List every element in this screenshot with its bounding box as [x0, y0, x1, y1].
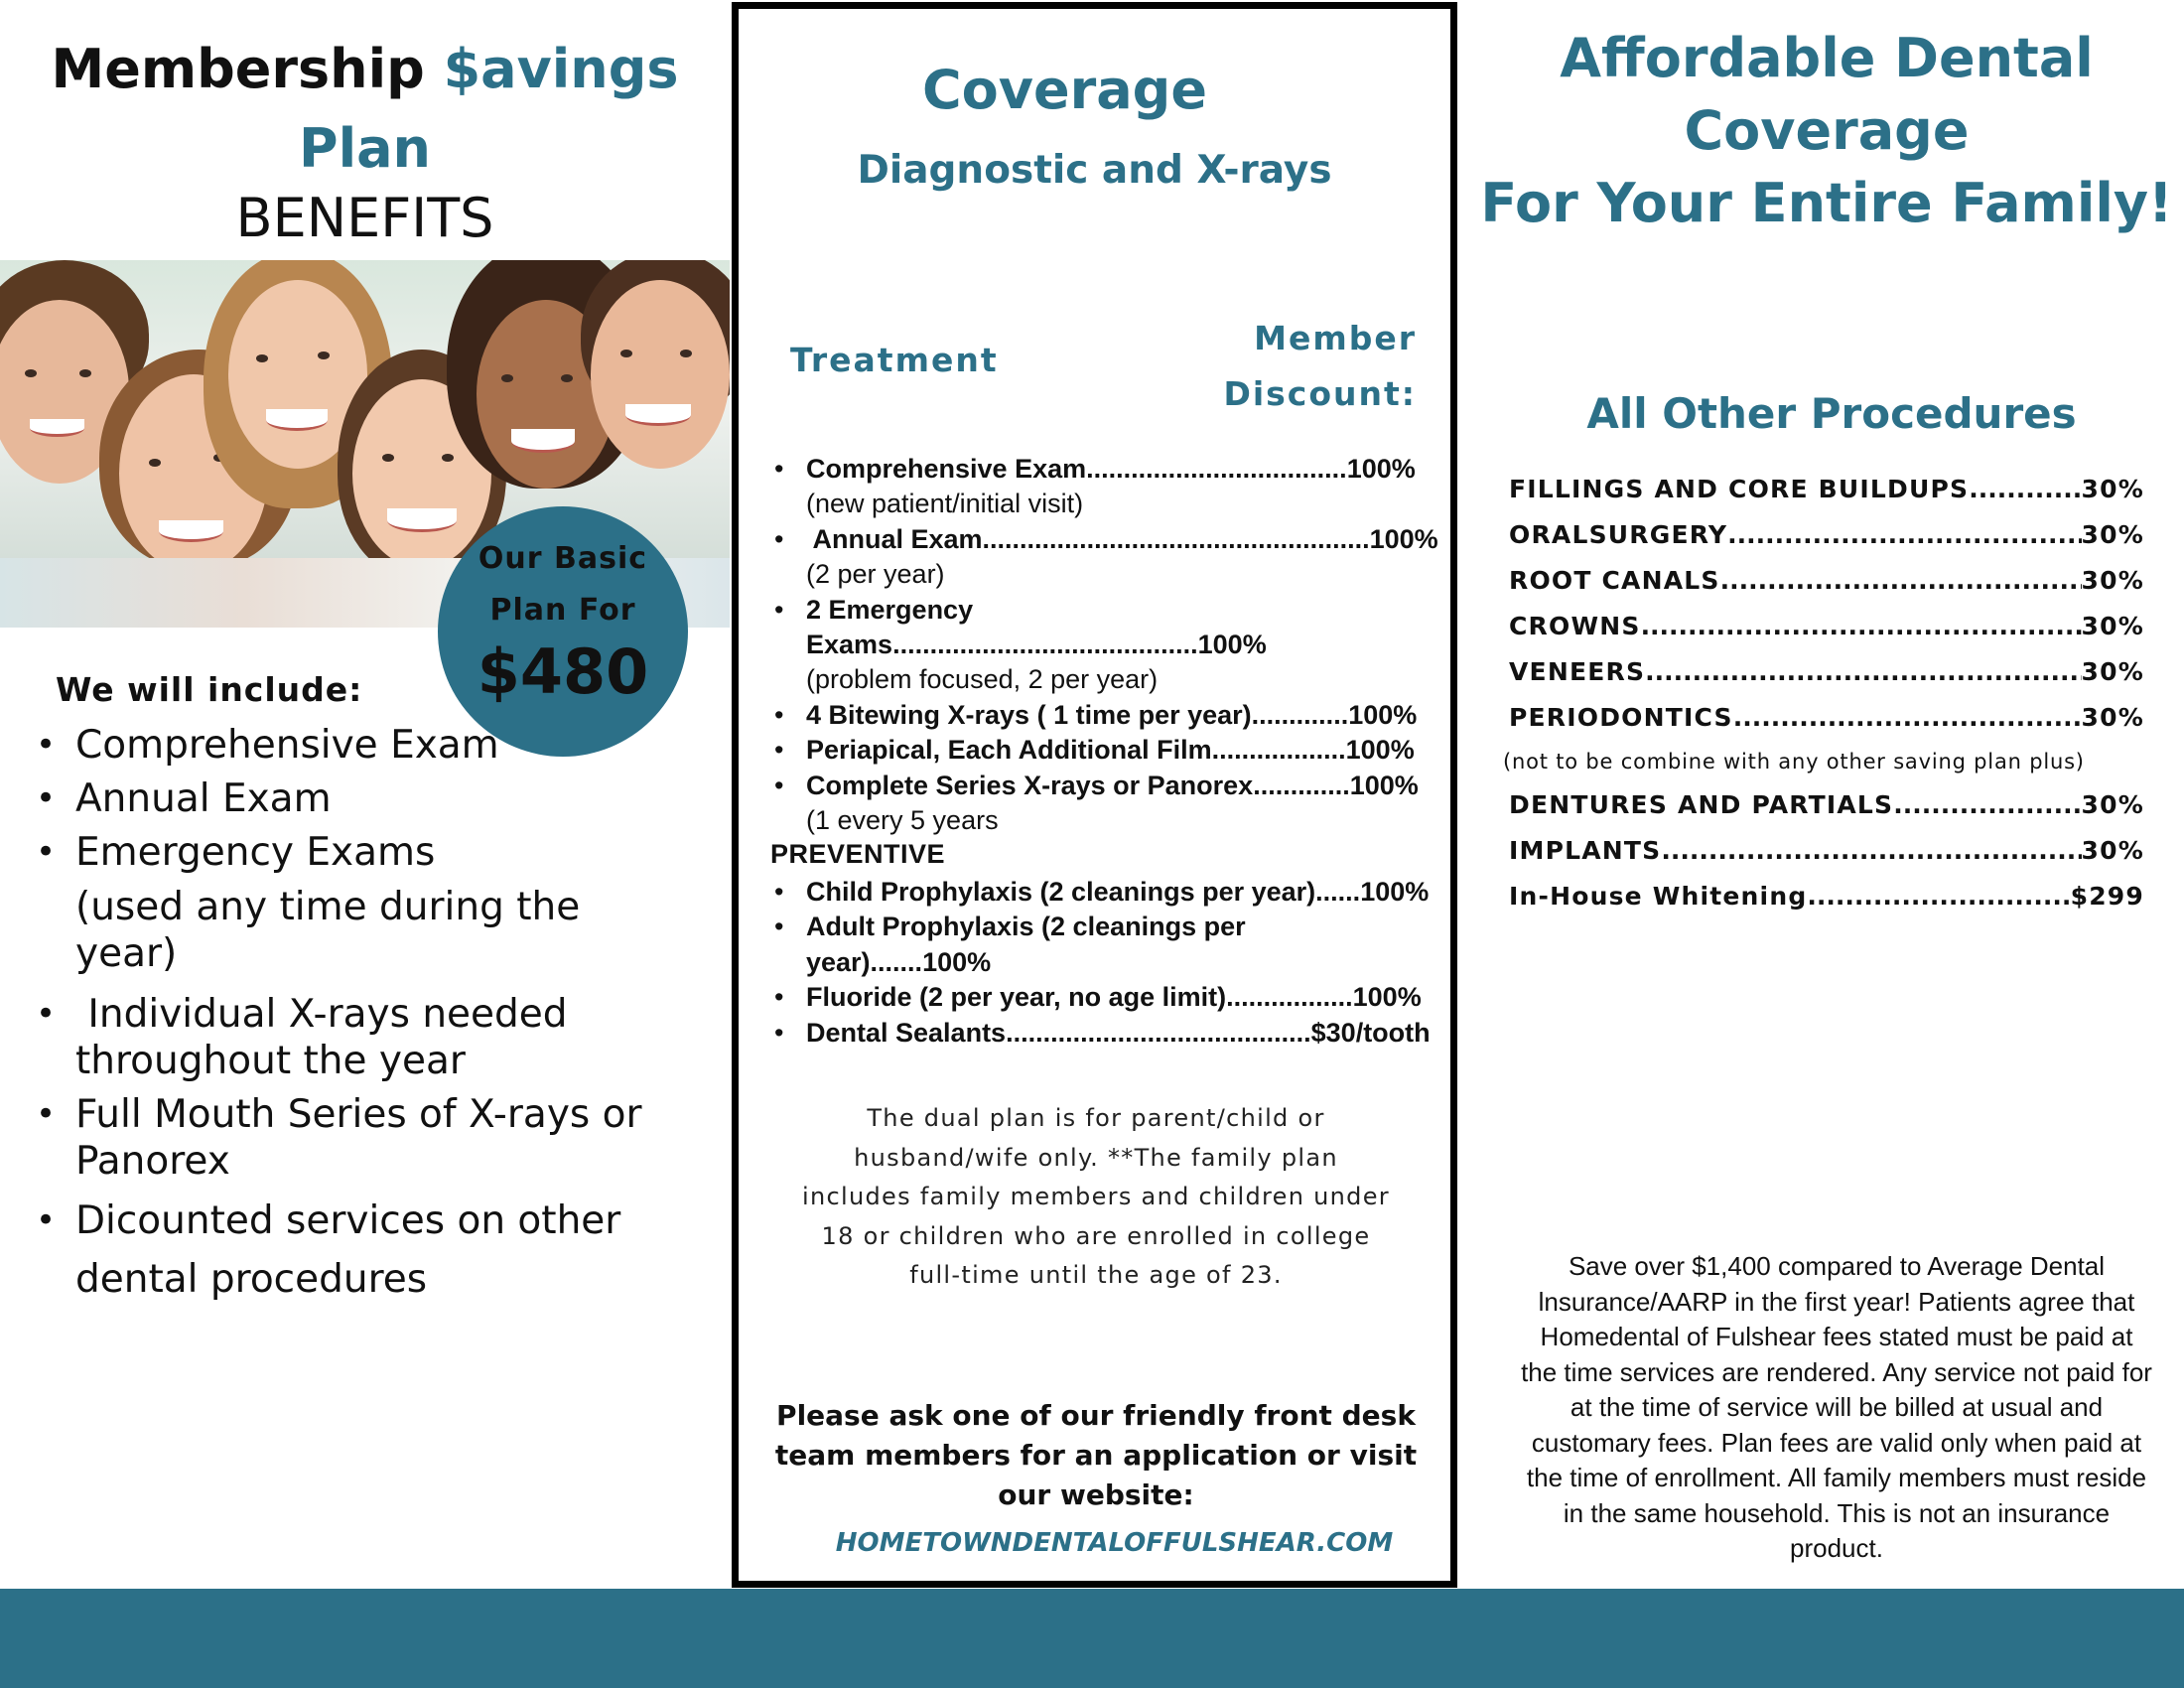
- list-item: CROWNS ..... 30%: [1509, 604, 2144, 649]
- right-panel: [1459, 0, 2184, 1587]
- list-item: ORALSURGERY ..... 30%: [1509, 512, 2144, 558]
- list-item: • 4 Bitewing X-rays ( 1 time per year).............100%: [762, 698, 1437, 733]
- badge-line-2: Plan For: [489, 593, 636, 628]
- list-item: • 2 Emergency Exams.........................................100% (problem focused, 2 per year): [762, 593, 1437, 698]
- list-item: VENEERS ..... 30%: [1509, 649, 2144, 695]
- list-item: • Dental Sealants.........................................$30/tooth: [762, 1016, 1437, 1051]
- preventive-list: [762, 875, 1437, 1051]
- list-item: • Annual Exam....................................................100% (2 per year): [762, 522, 1437, 593]
- list-item: • Individual X-rays needed throughout the year: [30, 991, 685, 1084]
- list-item: • Fluoride (2 per year, no age limit).................100%: [762, 980, 1437, 1015]
- benefits-heading: BENEFITS: [235, 187, 494, 249]
- discount-header-line-2: Discount:: [1223, 374, 1417, 413]
- list-item: • Child Prophylaxis (2 cleanings per year)......100%: [762, 875, 1437, 910]
- title-savings: $avings: [443, 38, 679, 100]
- dual-plan-note: The dual plan is for parent/child or husband/wife only. **The family plan includes family members and children under 18 or children who are enrolled in college full-time until the age of 23.: [802, 1104, 1390, 1289]
- column-header-treatment: Treatment: [790, 341, 999, 379]
- list-item: • Annual Exam: [30, 775, 685, 822]
- list-item: • Full Mouth Series of X-rays or Panorex: [30, 1091, 685, 1185]
- savings-disclaimer: Save over $1,400 compared to Average Dental lnsurance/AARP in the first year! Patients agree that Homedental of Fulshear fees stated must be paid at the time services are rendered. Any service not paid for at the time of service will be billed at usual and customary fees. Plan fees are valid only when paid at the time of enrollment. All family members must reside in the same household. This is not an insurance product.: [1521, 1251, 2152, 1563]
- coverage-panel: [732, 2, 1457, 1588]
- website-link[interactable]: HOMETOWNDENTALOFFULSHEAR.COM: [835, 1528, 1394, 1558]
- list-item: ROOT CANALS ..... 30%: [1509, 558, 2144, 604]
- title-line-3: For Your Entire Family!: [1480, 172, 2173, 234]
- title-line-1: Affordable Dental: [1560, 27, 2094, 89]
- badge-line-1: Our Basic: [478, 541, 648, 576]
- include-list: [30, 722, 685, 1316]
- column-header-discount: [1188, 311, 1417, 422]
- list-item: IMPLANTS ..... 30%: [1509, 828, 2144, 874]
- include-heading: We will include:: [56, 670, 363, 709]
- procedures-note: (not to be combine with any other saving plan plus): [1503, 750, 2085, 774]
- list-item: • Periapical, Each Additional Film..................100%: [762, 733, 1437, 768]
- list-item: DENTURES AND PARTIALS ..... 30%: [1509, 782, 2144, 828]
- list-item: In-House Whitening ..... $299: [1509, 874, 2144, 919]
- left-panel: [0, 0, 730, 1587]
- list-item: FILLINGS AND CORE BUILDUPS ..... 30%: [1509, 467, 2144, 512]
- title-line-2: Coverage: [1684, 99, 1970, 162]
- application-request-text: Please ask one of our friendly front desk team members for an application or visit our website:: [774, 1399, 1418, 1511]
- list-item: • Comprehensive Exam: [30, 722, 685, 769]
- title-plan: Plan: [299, 117, 431, 180]
- coverage-subtitle: Diagnostic and X-rays: [857, 148, 1332, 193]
- preventive-heading: PREVENTIVE: [770, 839, 946, 869]
- list-item: PERIODONTICS ..... 30%: [1509, 695, 2144, 741]
- list-item: • Dicounted services on other dental procedures: [30, 1192, 685, 1309]
- other-procedures-heading: All Other Procedures: [1586, 389, 2077, 438]
- list-item: • Adult Prophylaxis (2 cleanings per year).......100%: [762, 910, 1437, 980]
- procedures-list: [1503, 467, 2144, 919]
- title-membership: Membership: [51, 38, 444, 100]
- list-item-note: (used any time during the year): [75, 885, 581, 976]
- coverage-title: Coverage: [922, 59, 1207, 121]
- price-badge: [438, 506, 688, 757]
- affordable-coverage-title: [1459, 22, 2174, 239]
- list-item: • Emergency Exams: [30, 829, 685, 876]
- footer-band: [0, 1589, 2184, 1688]
- list-item: • Comprehensive Exam...................................100% (new patient/initial visit): [762, 452, 1437, 522]
- list-item: • Complete Series X-rays or Panorex.............100% (1 every 5 years: [762, 769, 1437, 839]
- membership-title: [0, 30, 730, 189]
- diagnostic-list: [762, 452, 1437, 838]
- badge-price: $480: [477, 635, 649, 708]
- discount-header-line-1: Member: [1254, 319, 1417, 357]
